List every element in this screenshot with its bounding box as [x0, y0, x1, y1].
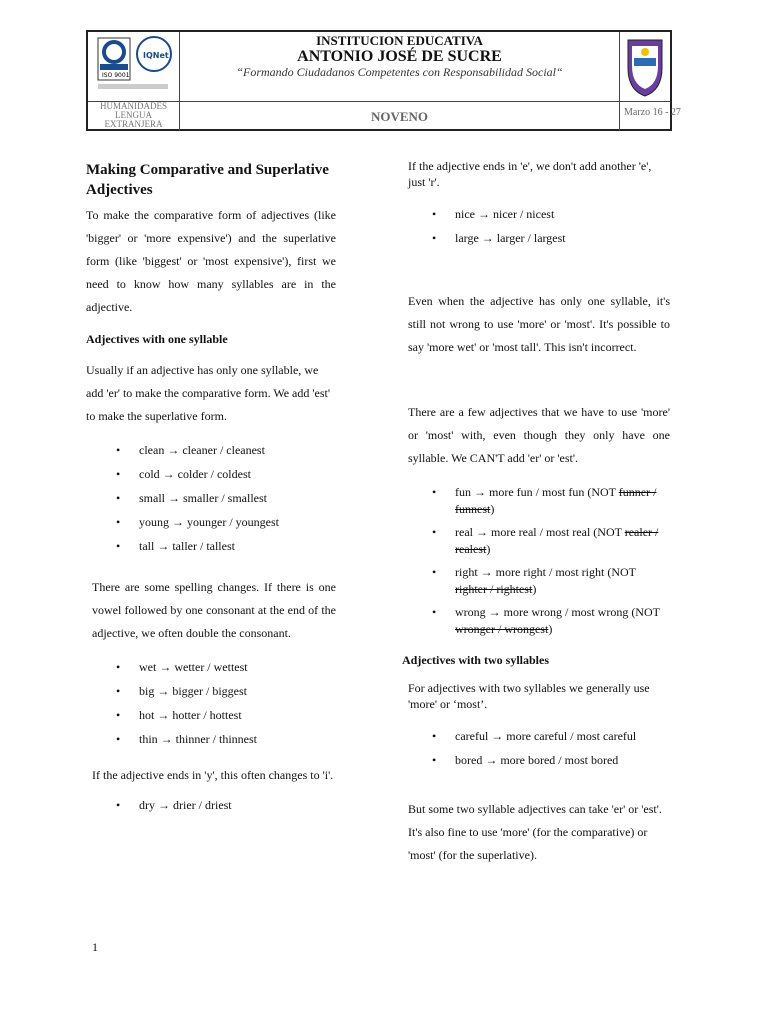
header-title — [180, 32, 620, 102]
two-syllable-heading: Adjectives with two syllables — [402, 653, 549, 667]
more-paragraph: Even when the adjective has only one syllable, it's still not wrong to use 'more' or 'most'. It's possible to say 'more wet' or 'most tall'. This isn't incorrect. — [408, 294, 670, 354]
crest-icon — [620, 32, 670, 100]
list-item: • bored → more bored / most bored — [402, 748, 670, 772]
school-name: ANTONIO JOSÉ DE SUCRE — [297, 48, 502, 65]
intro-paragraph: To make the comparative form of adjectives (like 'bigger' or 'more expensive') and the superlative form (like 'biggest' or 'most expensive'), first we need to know how many syllables are in the adjective. — [86, 208, 336, 314]
e-list — [402, 202, 670, 250]
svg-text:IQNet: IQNet — [143, 51, 169, 60]
list-item: • hot → hotter / hottest — [86, 703, 336, 727]
list-item: • dry → drier / driest — [86, 793, 336, 817]
list-item: • fun → more fun / most fun (NOT funner / funnest) — [402, 484, 670, 518]
e-paragraph: If the adjective ends in 'e', we don't add another 'e', just 'r'. — [408, 159, 652, 189]
one-syllable-paragraph: Usually if an adjective has only one syllable, we add 'er' to make the comparative form. We add 'est' to make the superlative form. — [86, 363, 331, 423]
two-syllable-list — [402, 724, 670, 772]
list-item: • clean → cleaner / cleanest — [86, 438, 336, 462]
institution-label: INSTITUCION EDUCATIVA — [316, 33, 483, 48]
list-item: • big → bigger / biggest — [86, 679, 336, 703]
list-item: • tall → taller / tallest — [86, 534, 336, 558]
subject-area: HUMANIDADES LENGUA EXTRANJERA — [88, 102, 180, 131]
list-item: • wet → wetter / wettest — [86, 655, 336, 679]
school-motto: “Formando Ciudadanos Competentes con Responsabilidad Social“ — [236, 65, 563, 79]
list-item: • cold → colder / coldest — [86, 462, 336, 486]
list-item: • nice → nicer / nicest — [402, 202, 670, 226]
iso-iqnet-logo-icon — [88, 32, 178, 100]
one-syllable-list — [86, 438, 336, 558]
incorrect-form: wronger / wrongest — [455, 622, 549, 636]
list-item: • right → more right / most right (NOT righter / rightest) — [402, 564, 670, 598]
page-number: 1 — [92, 940, 98, 954]
right-column — [402, 158, 670, 867]
left-column — [86, 160, 336, 817]
incorrect-form: righter / rightest — [455, 582, 533, 596]
few-paragraph: There are a few adjectives that we have to use 'more' or 'most' with, even though they only have one syllable. We CAN'T add 'er' or 'est'. — [408, 405, 670, 465]
list-item: • careful → more careful / most careful — [402, 724, 670, 748]
incorrect-form: funner / funnest — [455, 485, 657, 516]
few-list — [402, 484, 670, 638]
page-title: Making Comparative and Superlative Adjectives — [86, 162, 329, 198]
date-range: Marzo 16 - 27 — [624, 107, 681, 118]
incorrect-form: realer / realest — [455, 525, 659, 556]
spelling-list — [86, 655, 336, 751]
list-item: • real → more real / most real (NOT realer / realest) — [402, 524, 670, 558]
school-crest — [620, 32, 670, 102]
list-item: • thin → thinner / thinnest — [86, 727, 336, 751]
list-item: • large → larger / largest — [402, 226, 670, 250]
two-syllable-paragraph: For adjectives with two syllables we generally use 'more' or ‘most’. — [408, 681, 650, 711]
y-list — [86, 793, 336, 817]
certification-logos — [88, 32, 180, 102]
list-item: • young → younger / youngest — [86, 510, 336, 534]
list-item: • wrong → more wrong / most wrong (NOT wronger / wrongest) — [402, 604, 670, 638]
list-item: • small → smaller / smallest — [86, 486, 336, 510]
y-paragraph: If the adjective ends in 'y', this often changes to 'i'. — [92, 768, 334, 782]
one-syllable-heading: Adjectives with one syllable — [86, 332, 228, 346]
grade-label: NOVENO — [180, 102, 620, 131]
header-table — [86, 30, 681, 131]
two-syllable-er-paragraph: But some two syllable adjectives can take 'er' or 'est'. It's also fine to use 'more' (for the comparative) or 'most' (for the superlative). — [408, 802, 662, 862]
spelling-paragraph: There are some spelling changes. If there is one vowel followed by one consonant at the end of the adjective, we often double the consonant. — [92, 580, 336, 640]
svg-text:ISO 9001: ISO 9001 — [102, 72, 130, 79]
